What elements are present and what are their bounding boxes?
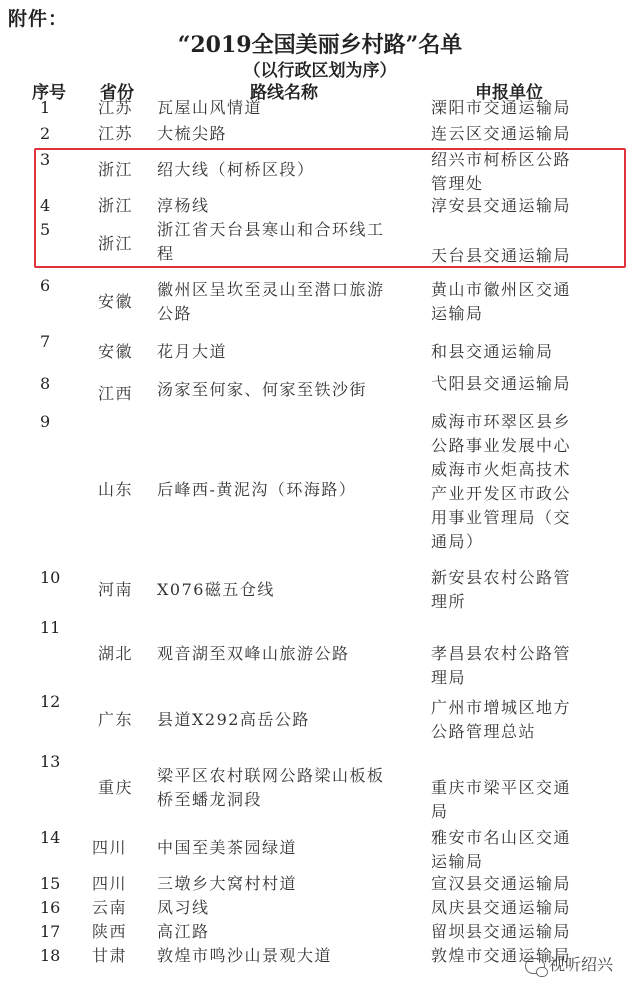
row-route-name: 徽州区呈坎至灵山至潜口旅游 xyxy=(157,280,385,299)
row-reporting-unit: 公路管理总站 xyxy=(431,722,537,741)
document-subtitle: （以行政区划为序） xyxy=(243,61,397,81)
row-reporting-unit: 连云区交通运输局 xyxy=(431,124,572,143)
row-reporting-unit: 用事业管理局（交 xyxy=(431,508,572,527)
row-province: 河南 xyxy=(98,580,134,599)
row-reporting-unit: 新安县农村公路管 xyxy=(431,568,572,587)
row-seq: 10 xyxy=(40,568,61,587)
row-route-name: 观音湖至双峰山旅游公路 xyxy=(157,644,350,663)
row-seq: 9 xyxy=(40,412,51,431)
header-unit: 申报单位 xyxy=(475,83,543,103)
row-route-name: 敦煌市鸣沙山景观大道 xyxy=(157,946,333,965)
row-province: 山东 xyxy=(98,480,134,499)
row-route-name: X076磁五仓线 xyxy=(157,580,275,599)
row-route-name: 桥至蟠龙洞段 xyxy=(157,790,263,809)
document-title: “2019全国美丽乡村路”名单 xyxy=(177,32,463,58)
row-seq: 17 xyxy=(40,922,61,941)
row-province: 广东 xyxy=(98,710,134,729)
row-seq: 15 xyxy=(40,874,61,893)
row-route-name: 公路 xyxy=(157,304,193,323)
row-route-name: 大梳尖路 xyxy=(157,124,228,143)
row-reporting-unit: 溧阳市交通运输局 xyxy=(431,98,572,117)
row-route-name: 花月大道 xyxy=(157,342,228,361)
row-reporting-unit: 运输局 xyxy=(431,304,484,323)
row-reporting-unit: 威海市环翠区县乡 xyxy=(431,412,572,431)
row-province: 云南 xyxy=(92,898,128,917)
header-province: 省份 xyxy=(100,83,134,103)
row-province: 江苏 xyxy=(98,124,134,143)
row-reporting-unit: 局 xyxy=(431,802,449,821)
row-seq: 7 xyxy=(40,332,51,351)
chat-bubble-icon xyxy=(525,958,545,974)
row-seq: 16 xyxy=(40,898,61,917)
row-reporting-unit: 和县交通运输局 xyxy=(431,342,554,361)
row-route-name: 瓦屋山风情道 xyxy=(157,98,263,117)
row-province: 浙江 xyxy=(98,160,134,179)
row-reporting-unit: 宣汉县交通运输局 xyxy=(431,874,572,893)
row-province: 安徽 xyxy=(98,342,134,361)
row-province: 四川 xyxy=(92,874,128,893)
row-reporting-unit: 凤庆县交通运输局 xyxy=(431,898,572,917)
row-reporting-unit: 淳安县交通运输局 xyxy=(431,196,572,215)
row-province: 江西 xyxy=(98,384,134,403)
header-route: 路线名称 xyxy=(250,83,318,103)
row-reporting-unit: 天台县交通运输局 xyxy=(431,246,572,265)
row-seq: 2 xyxy=(40,124,51,143)
row-route-name: 后峰西-黄泥沟（环海路） xyxy=(157,480,357,499)
row-province: 浙江 xyxy=(98,196,134,215)
row-reporting-unit: 运输局 xyxy=(431,852,484,871)
row-route-name: 梁平区农村联网公路梁山板板 xyxy=(157,766,385,785)
row-province: 陕西 xyxy=(92,922,128,941)
row-reporting-unit: 管理处 xyxy=(431,174,484,193)
row-reporting-unit: 重庆市梁平区交通 xyxy=(431,778,572,797)
row-seq: 13 xyxy=(40,752,61,771)
watermark-text: 视听绍兴 xyxy=(549,955,614,974)
row-route-name: 高江路 xyxy=(157,922,210,941)
row-province: 浙江 xyxy=(98,234,134,253)
row-route-name: 三墩乡大窝村村道 xyxy=(157,874,298,893)
row-reporting-unit: 公路事业发展中心 xyxy=(431,436,572,455)
row-reporting-unit: 孝昌县农村公路管 xyxy=(431,644,572,663)
row-province: 江苏 xyxy=(98,98,134,117)
row-route-name: 凤习线 xyxy=(157,898,210,917)
row-route-name: 浙江省天台县寒山和合环线工 xyxy=(157,220,385,239)
row-province: 四川 xyxy=(92,838,128,857)
row-reporting-unit: 威海市火炬高技术 xyxy=(431,460,572,479)
row-reporting-unit: 弋阳县交通运输局 xyxy=(431,374,572,393)
row-reporting-unit: 通局） xyxy=(431,532,484,551)
row-seq: 4 xyxy=(40,196,51,215)
row-seq: 1 xyxy=(40,98,51,117)
row-seq: 3 xyxy=(40,150,51,169)
row-seq: 11 xyxy=(40,618,61,637)
row-reporting-unit: 绍兴市柯桥区公路 xyxy=(431,150,572,169)
watermark xyxy=(525,952,613,975)
row-seq: 5 xyxy=(40,220,51,239)
row-reporting-unit: 雅安市名山区交通 xyxy=(431,828,572,847)
row-reporting-unit: 理局 xyxy=(431,668,467,687)
row-reporting-unit: 产业开发区市政公 xyxy=(431,484,572,503)
attachment-label: 附件： xyxy=(8,8,69,30)
row-seq: 6 xyxy=(40,276,51,295)
row-seq: 12 xyxy=(40,692,61,711)
row-province: 甘肃 xyxy=(92,946,128,965)
row-route-name: 程 xyxy=(157,244,175,263)
row-province: 安徽 xyxy=(98,292,134,311)
row-seq: 14 xyxy=(40,828,61,847)
row-reporting-unit: 理所 xyxy=(431,592,467,611)
row-reporting-unit: 广州市增城区地方 xyxy=(431,698,572,717)
row-province: 重庆 xyxy=(98,778,134,797)
row-reporting-unit: 黄山市徽州区交通 xyxy=(431,280,572,299)
row-reporting-unit: 敦煌市交通运输局 xyxy=(431,946,572,965)
row-route-name: 县道X292高岳公路 xyxy=(157,710,310,729)
row-route-name: 淳杨线 xyxy=(157,196,210,215)
header-seq: 序号 xyxy=(32,83,66,103)
row-reporting-unit: 留坝县交通运输局 xyxy=(431,922,572,941)
row-province: 湖北 xyxy=(98,644,134,663)
row-route-name: 绍大线（柯桥区段） xyxy=(157,160,315,179)
row-route-name: 汤家至何家、何家至铁沙街 xyxy=(157,380,368,399)
row-route-name: 中国至美茶园绿道 xyxy=(157,838,298,857)
row-seq: 18 xyxy=(40,946,61,965)
row-seq: 8 xyxy=(40,374,51,393)
